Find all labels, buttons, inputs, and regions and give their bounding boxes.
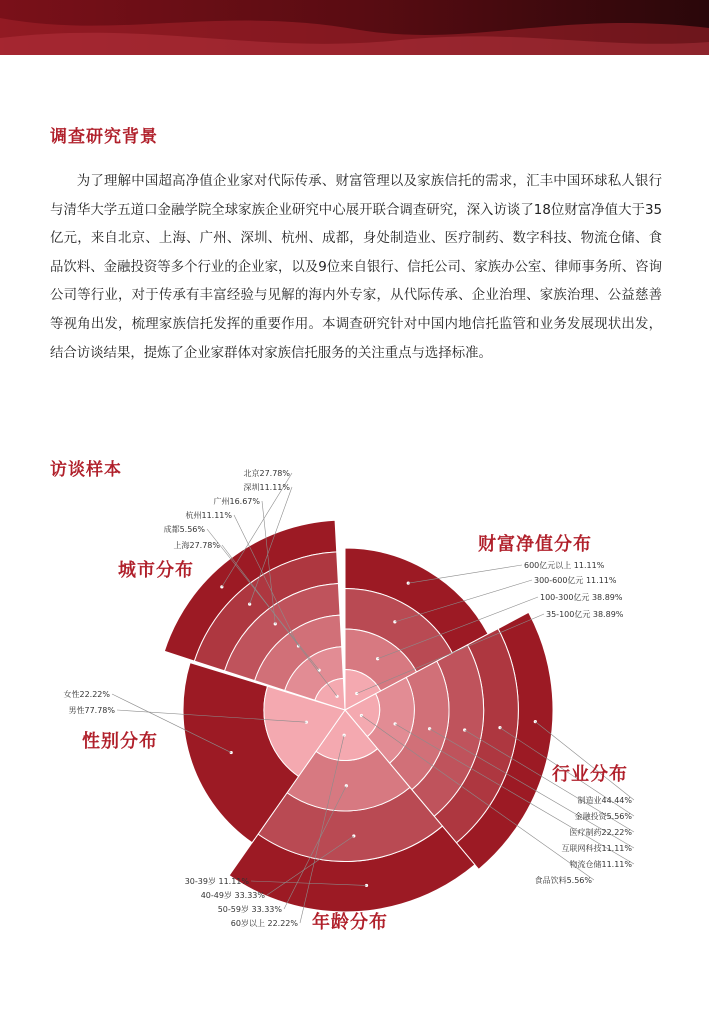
- group-0-label-3: 杭州11.11%: [185, 511, 232, 520]
- group-3-title: 年龄分布: [312, 912, 388, 933]
- group-0-dot-1: [248, 603, 251, 606]
- group-3-label-1: 40-49岁 33.33%: [200, 891, 265, 900]
- group-2-label-2: 医疗制药22.22%: [569, 828, 632, 837]
- group-4-title: 性别分布: [82, 731, 158, 752]
- group-0-label-5: 上海27.78%: [173, 541, 220, 550]
- section-title-sample: 访谈样本: [50, 460, 122, 480]
- group-3-label-0: 30-39岁 11.11%: [184, 877, 249, 886]
- group-4-label-0: 女性22.22%: [63, 690, 110, 699]
- group-3-label-2: 50-59岁 33.33%: [217, 905, 282, 914]
- group-2-label-3: 互联网科技11.11%: [561, 844, 632, 853]
- group-1-label-3: 35-100亿元 38.89%: [546, 610, 624, 619]
- group-1-label-1: 300-600亿元 11.11%: [534, 576, 617, 585]
- group-3-label-3: 60岁以上 22.22%: [230, 919, 298, 928]
- group-0-title: 城市分布: [118, 560, 194, 581]
- group-0-label-0: 北京27.78%: [243, 469, 290, 478]
- group-2-title: 行业分布: [552, 764, 628, 785]
- section-title-background: 调查研究背景: [50, 127, 158, 147]
- group-2-label-0: 制造业44.44%: [577, 796, 632, 805]
- group-2-label-5: 食品饮料5.56%: [534, 876, 592, 885]
- group-1-label-0: 600亿元以上 11.11%: [524, 561, 605, 570]
- background-paragraph: 为了理解中国超高净值企业家对代际传承、财富管理以及家族信托的需求，汇丰中国环球私人银行与清华大学五道口金融学院全球家族企业研究中心展开联合调查研究，深入访谈了18位财富净值大于35亿元，来自北京、上海、广州、深圳、杭州、成都，身处制造业、医疗制药、数字科技、物流仓储、食品饮料、金融投资等多个行业的企业家，以及9位来自银行、信托公司、家族办公室、律师事务所、咨询公司等行业，对于传承有丰富经验与见解的海内外专家，从代际传承、企业治理、家族治理、公益慈善等视角出发，梳理家族信托发挥的重要作用。本调查研究针对中国内地信托监管和业务发展现状出发，结合访谈结果，提炼了企业家群体对家族信托服务的关注重点与选择标准。: [50, 174, 662, 361]
- group-0-label-4: 成都5.56%: [163, 525, 205, 534]
- group-0-label-1: 深圳11.11%: [243, 483, 290, 492]
- header-banner: [0, 0, 709, 55]
- group-1-label-2: 100-300亿元 38.89%: [540, 593, 623, 602]
- group-0-dot-0: [220, 585, 223, 588]
- group-2-label-4: 物流仓储11.11%: [569, 860, 632, 869]
- group-1-dot-2: [376, 657, 379, 660]
- group-1-title: 财富净值分布: [478, 534, 592, 555]
- group-4-label-1: 男性77.78%: [68, 706, 115, 715]
- group-0-label-2: 广州16.67%: [213, 497, 260, 506]
- sample-distribution-chart: [0, 455, 709, 955]
- group-2-label-1: 金融投资5.56%: [574, 812, 632, 821]
